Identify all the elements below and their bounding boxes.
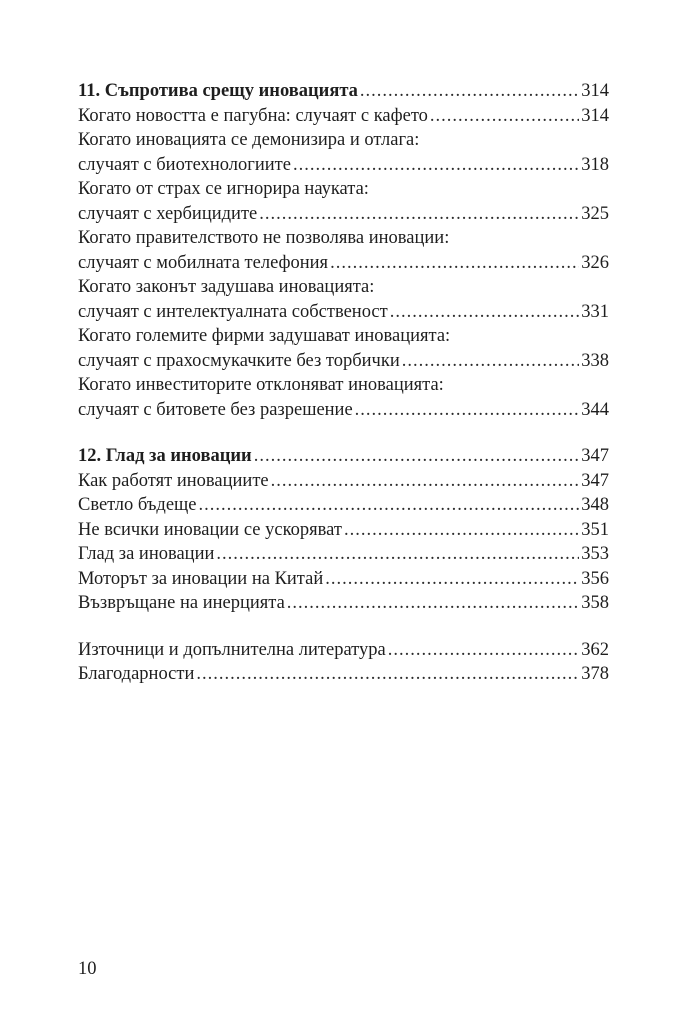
dot-leader bbox=[257, 202, 579, 227]
dot-leader bbox=[291, 153, 579, 178]
entry-line bbox=[78, 567, 609, 592]
entry-title: Възвръщане на инерцията bbox=[78, 593, 285, 613]
entry-page-number: 351 bbox=[581, 519, 609, 540]
entry-page-number: 378 bbox=[581, 664, 609, 684]
dot-leader bbox=[388, 300, 580, 325]
chapter-heading[interactable] bbox=[78, 444, 609, 469]
entry-page-number: 358 bbox=[581, 593, 609, 613]
entry-title-line: Когато големите фирми задушават иновацията: bbox=[78, 326, 451, 346]
entry-line bbox=[78, 542, 609, 567]
entry-title: 12. Глад за иновации bbox=[78, 446, 252, 466]
entry-title: Когато новостта е пагубна: случаят с кафето bbox=[78, 105, 428, 126]
entry-title: случаят с интелектуалната собственост bbox=[78, 301, 388, 322]
entry-line bbox=[78, 79, 609, 104]
toc-entry[interactable] bbox=[78, 226, 609, 275]
entry-title: случаят с хербицидите bbox=[78, 203, 258, 224]
entry-line bbox=[78, 638, 609, 663]
entry-title-line: Когато от страх се игнорира науката: bbox=[78, 179, 369, 199]
dot-leader bbox=[353, 398, 580, 423]
toc-entry[interactable] bbox=[78, 542, 609, 567]
entry-title: случаят с битовете без разрешение bbox=[78, 399, 353, 420]
dot-leader bbox=[400, 349, 580, 374]
dot-leader bbox=[269, 469, 580, 494]
entry-page-number: 314 bbox=[581, 105, 609, 126]
toc-entry[interactable] bbox=[78, 518, 609, 543]
entry-title: Източници и допълнителна литература bbox=[78, 639, 386, 660]
entry-page-number: 338 bbox=[581, 350, 609, 371]
entry-title: случаят с биотехнологиите bbox=[78, 154, 291, 175]
entry-line bbox=[78, 300, 609, 325]
entry-title-line: Когато иновацията се демонизира и отлага: bbox=[78, 130, 420, 150]
entry-line bbox=[78, 493, 609, 518]
dot-leader bbox=[252, 444, 580, 469]
dot-leader bbox=[197, 493, 580, 518]
entry-title: Благодарности bbox=[78, 664, 195, 684]
entry-line bbox=[78, 662, 609, 687]
entry-line bbox=[78, 251, 609, 276]
entry-title: случаят с мобилната телефония bbox=[78, 252, 329, 273]
entry-line bbox=[78, 591, 609, 616]
entry-page-number: 344 bbox=[581, 399, 609, 420]
dot-leader bbox=[358, 79, 579, 104]
entry-page-number: 347 bbox=[581, 446, 609, 466]
toc-entry[interactable] bbox=[78, 104, 609, 129]
toc-entry[interactable] bbox=[78, 567, 609, 592]
toc-entry[interactable] bbox=[78, 275, 609, 324]
entry-line bbox=[78, 202, 609, 227]
entry-title: Моторът за иновации на Китай bbox=[78, 568, 324, 589]
entry-title: 11. Съпротива срещу иновацията bbox=[78, 81, 358, 101]
entry-title-line: Когато инвеститорите отклоняват иновацията: bbox=[78, 375, 444, 395]
entry-line bbox=[78, 153, 609, 178]
toc-section bbox=[78, 444, 609, 616]
entry-title: Не всички иновации се ускоряват bbox=[78, 519, 342, 540]
toc-entry[interactable] bbox=[78, 638, 609, 663]
toc-entry[interactable] bbox=[78, 177, 609, 226]
toc-entry[interactable] bbox=[78, 324, 609, 373]
entry-page-number: 353 bbox=[581, 544, 609, 564]
entry-title-line: Когато законът задушава иновацията: bbox=[78, 277, 375, 297]
entry-line bbox=[78, 398, 609, 423]
entry-page-number: 331 bbox=[581, 301, 609, 322]
entry-page-number: 318 bbox=[581, 154, 609, 175]
toc-entry[interactable] bbox=[78, 373, 609, 422]
entry-title: случаят с прахосмукачките без торбички bbox=[78, 350, 400, 371]
dot-leader bbox=[342, 518, 579, 543]
entry-page-number: 362 bbox=[581, 639, 609, 660]
dot-leader bbox=[194, 662, 579, 687]
entry-line bbox=[78, 518, 609, 543]
toc-entry[interactable] bbox=[78, 493, 609, 518]
entry-line bbox=[78, 469, 609, 494]
entry-line bbox=[78, 349, 609, 374]
entry-line bbox=[78, 104, 609, 129]
entry-page-number: 314 bbox=[581, 81, 609, 101]
toc-entry[interactable] bbox=[78, 128, 609, 177]
toc-entry[interactable] bbox=[78, 469, 609, 494]
toc-section bbox=[78, 638, 609, 687]
entry-page-number: 348 bbox=[581, 495, 609, 515]
dot-leader bbox=[328, 251, 579, 276]
chapter-heading[interactable] bbox=[78, 79, 609, 104]
toc-section bbox=[78, 79, 609, 422]
toc-entry[interactable] bbox=[78, 662, 609, 687]
entry-page-number: 347 bbox=[581, 470, 609, 491]
dot-leader bbox=[323, 567, 579, 592]
page-number: 10 bbox=[78, 959, 97, 979]
entry-page-number: 325 bbox=[581, 203, 609, 224]
entry-title-line: Когато правителството не позволява иновации: bbox=[78, 228, 450, 248]
dot-leader bbox=[428, 104, 579, 129]
dot-leader bbox=[214, 542, 579, 567]
entry-title: Глад за иновации bbox=[78, 544, 215, 564]
entry-title: Светло бъдеще bbox=[78, 495, 197, 515]
dot-leader bbox=[285, 591, 579, 616]
table-of-contents bbox=[78, 79, 609, 687]
entry-page-number: 356 bbox=[581, 568, 609, 589]
entry-line bbox=[78, 444, 609, 469]
entry-page-number: 326 bbox=[581, 252, 609, 273]
dot-leader bbox=[386, 638, 580, 663]
toc-entry[interactable] bbox=[78, 591, 609, 616]
entry-title: Как работят иновациите bbox=[78, 470, 269, 491]
